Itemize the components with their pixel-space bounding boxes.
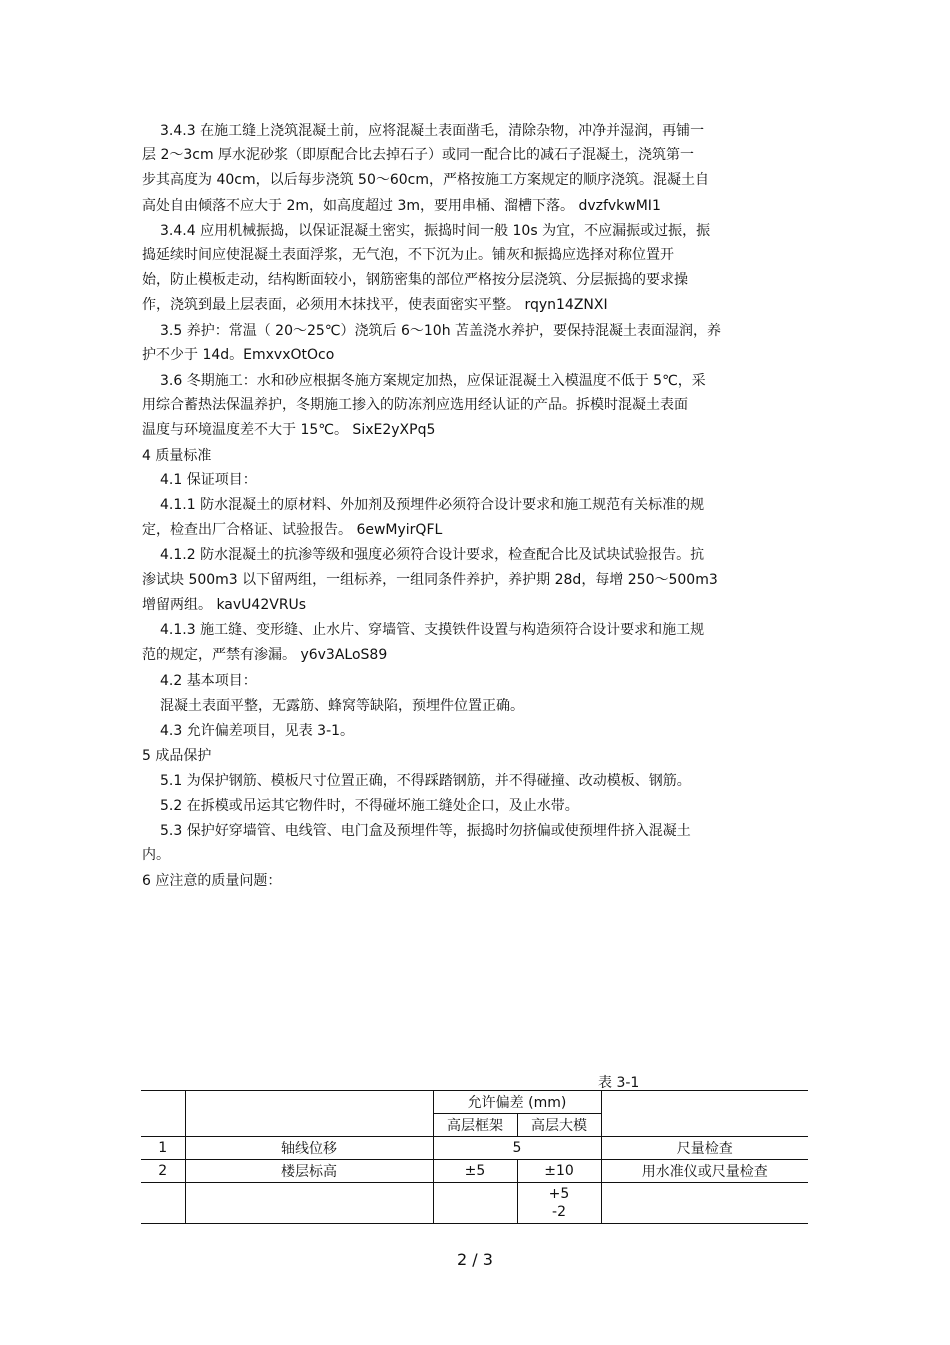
header-method	[601, 1091, 808, 1137]
text-line: 4.1.3 施工缝、变形缝、止水片、穿墙管、支摸铁件设置与构造须符合设计要求和施工规	[160, 622, 705, 638]
row-method: 尺量检查	[601, 1137, 808, 1160]
text-line: 3.6 冬期施工：水和砂应根据冬施方案规定加热，应保证混凝土入模温度不低于 5℃，采	[160, 373, 706, 389]
header-no	[141, 1091, 185, 1137]
text-line: 4.1.1 防水混凝土的原材料、外加剂及预埋件必须符合设计要求和施工规范有关标准的规	[160, 497, 705, 513]
row-item	[185, 1183, 433, 1224]
value-minus: -2	[552, 1204, 566, 1220]
tolerance-table	[141, 1090, 808, 1224]
header-item	[185, 1091, 433, 1137]
text-line: 定，检查出厂合格证、试验报告。 6ewMyirQFL	[142, 522, 443, 538]
table-caption: 表 3-1	[598, 1075, 640, 1091]
text-line: 4.3 允许偏差项目，见表 3-1。	[160, 723, 355, 739]
text-line: 层 2～3cm 厚水泥砂浆（即原配合比去掉石子）或同一配合比的减石子混凝土，浇筑第一	[142, 147, 695, 163]
row-no: 1	[141, 1137, 185, 1160]
text-line: 用综合蓄热法保温养护，冬期施工掺入的防冻剂应选用经认证的产品。拆模时混凝土表面	[142, 397, 688, 413]
text-line: 3.4.4 应用机械振捣，以保证混凝土密实，振捣时间一般 10s 为宜，不应漏振或过振，振	[160, 223, 711, 239]
table-row	[141, 1183, 808, 1224]
text-line: 捣延续时间应使混凝土表面浮浆，无气泡，不下沉为止。铺灰和振捣应选择对称位置开	[142, 247, 674, 263]
header-frame: 高层框架	[433, 1114, 517, 1137]
row-no: 2	[141, 1160, 185, 1183]
row-item: 轴线位移	[185, 1137, 433, 1160]
page-number: 2 / 3	[457, 1250, 493, 1269]
text-line: 4 质量标准	[142, 448, 212, 464]
text-line: 作，浇筑到最上层表面，必须用木抹找平，使表面密实平整。 rqyn14ZNXI	[142, 297, 608, 313]
row-item: 楼层标高	[185, 1160, 433, 1183]
text-line: 6 应注意的质量问题：	[142, 873, 282, 889]
value-plus: +5	[548, 1186, 570, 1202]
text-line: 5.1 为保护钢筋、模板尺寸位置正确，不得踩踏钢筋，并不得碰撞、改动模板、钢筋。	[160, 773, 691, 789]
row-frame-value: ±5	[433, 1160, 517, 1183]
text-line: 混凝土表面平整，无露筋、蜂窝等缺陷，预埋件位置正确。	[160, 698, 524, 714]
table-header-row	[141, 1091, 808, 1114]
text-line: 4.2 基本项目：	[160, 673, 257, 689]
row-large-form-value: ±10	[517, 1160, 601, 1183]
text-line: 增留两组。 kavU42VRUs	[142, 597, 307, 613]
text-line: 步其高度为 40cm，以后每步浇筑 50～60cm，严格按施工方案规定的顺序浇筑。混凝土自	[142, 172, 710, 188]
table-row	[141, 1137, 808, 1160]
text-line: 内。	[142, 847, 170, 863]
row-method: 用水准仪或尺量检查	[601, 1160, 808, 1183]
text-line: 始，防止模板走动，结构断面较小，钢筋密集的部位严格按分层浇筑、分层振捣的要求操	[142, 272, 688, 288]
text-line: 高处自由倾落不应大于 2m，如高度超过 3m，要用串桶、溜槽下落。 dvzfvkwMI1	[142, 198, 661, 214]
row-large-form-value	[517, 1183, 601, 1224]
row-frame-value	[433, 1183, 517, 1224]
row-no	[141, 1183, 185, 1224]
text-line: 5.3 保护好穿墙管、电线管、电门盒及预埋件等，振捣时勿挤偏或使预埋件挤入混凝土	[160, 823, 691, 839]
text-line: 3.5 养护：常温（ 20～25℃）浇筑后 6～10h 苫盖浇水养护，要保持混凝土表面湿润，养	[160, 323, 722, 339]
text-line: 护不少于 14d。EmxvxOtOco	[142, 347, 335, 363]
table-row	[141, 1160, 808, 1183]
text-line: 5 成品保护	[142, 748, 212, 764]
text-line: 温度与环境温度差不大于 15℃。 SixE2yXPq5	[142, 422, 436, 438]
text-line: 4.1.2 防水混凝土的抗渗等级和强度必须符合设计要求，检查配合比及试块试验报告。抗	[160, 547, 705, 563]
row-tolerance: 5	[433, 1137, 601, 1160]
text-line: 5.2 在拆模或吊运其它物件时，不得碰坏施工缝处企口，及止水带。	[160, 798, 579, 814]
text-line: 3.4.3 在施工缝上浇筑混凝土前，应将混凝土表面凿毛，清除杂物，冲净并湿润，再铺一	[160, 123, 705, 139]
header-tolerance: 允许偏差 (mm)	[433, 1091, 601, 1114]
text-line: 渗试块 500m3 以下留两组，一组标养，一组同条件养护，养护期 28d，每增 250～500m3	[142, 572, 718, 588]
row-method	[601, 1183, 808, 1224]
text-line: 范的规定，严禁有渗漏。 y6v3ALoS89	[142, 647, 388, 663]
header-large-form: 高层大模	[517, 1114, 601, 1137]
text-line: 4.1 保证项目：	[160, 472, 257, 488]
